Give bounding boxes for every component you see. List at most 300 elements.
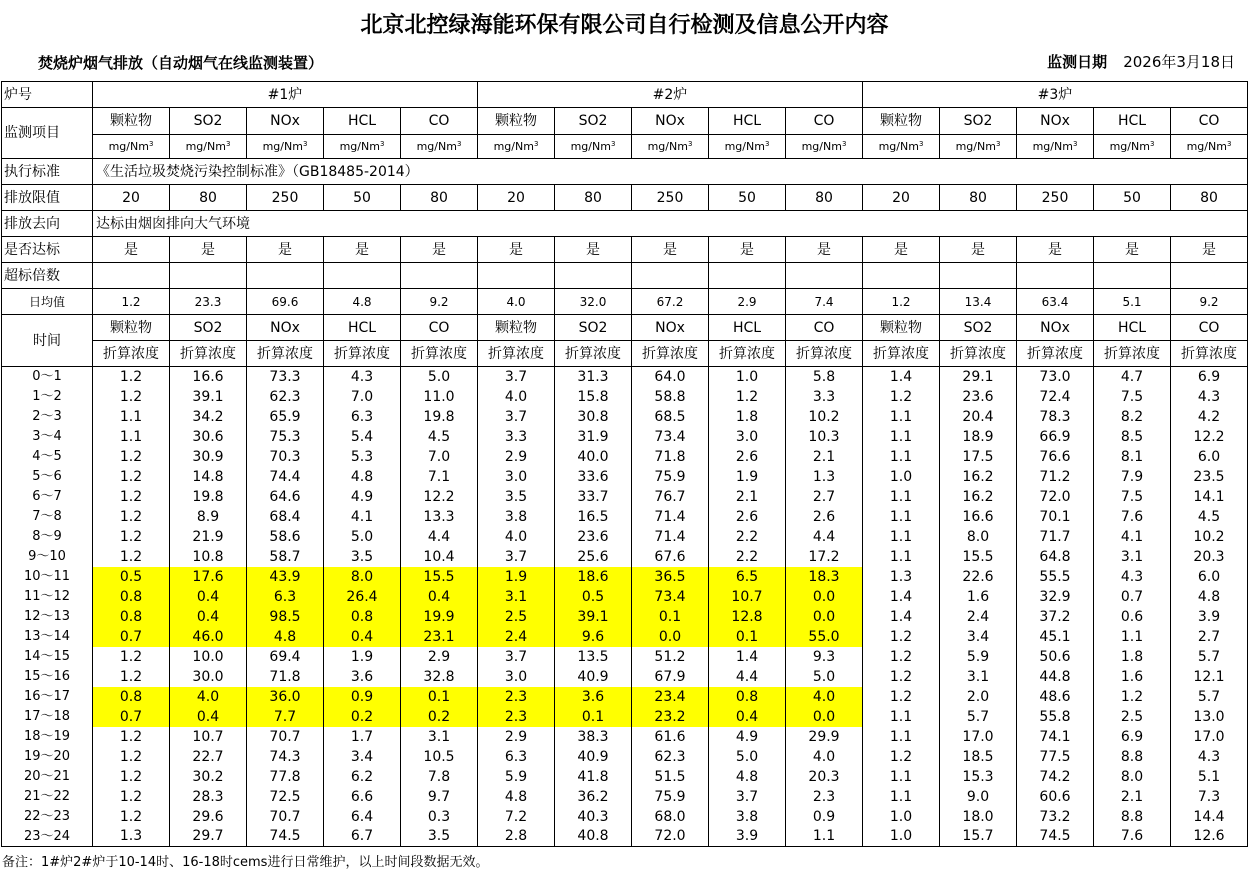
value-cell: 4.8	[1171, 587, 1248, 607]
time-cell: 17～18	[2, 707, 93, 727]
table-row	[2, 607, 1248, 627]
converted-label: 折算浓度	[1017, 341, 1094, 367]
exceed-value	[247, 263, 324, 289]
value-cell: 76.7	[632, 487, 709, 507]
table-row	[2, 707, 1248, 727]
value-cell: 36.2	[555, 787, 632, 807]
unit-text: mg/Nm	[108, 140, 149, 153]
value-cell: 11.0	[401, 387, 478, 407]
unit-superscript: 3	[1149, 140, 1155, 148]
value-cell: 3.5	[478, 487, 555, 507]
value-cell: 1.9	[478, 567, 555, 587]
table-row	[2, 787, 1248, 807]
table-row	[2, 467, 1248, 487]
unit-text: mg/Nm	[647, 140, 688, 153]
table-row	[2, 263, 1248, 289]
value-cell: 10.0	[170, 647, 247, 667]
value-cell: 2.1	[1094, 787, 1171, 807]
value-cell: 64.6	[247, 487, 324, 507]
value-cell: 3.9	[1171, 607, 1248, 627]
limit-value: 50	[709, 185, 786, 211]
value-cell: 1.1	[863, 767, 940, 787]
unit-superscript: 3	[379, 140, 385, 148]
value-cell: 3.6	[324, 667, 401, 687]
value-cell: 70.3	[247, 447, 324, 467]
value-cell: 4.3	[1171, 747, 1248, 767]
value-cell: 0.0	[786, 607, 863, 627]
unit-cell	[632, 135, 709, 159]
value-cell: 23.4	[632, 687, 709, 707]
limit-value: 20	[478, 185, 555, 211]
value-cell: 1.4	[863, 367, 940, 387]
value-cell: 10.2	[786, 407, 863, 427]
value-cell: 0.7	[93, 707, 170, 727]
value-cell: 0.4	[709, 707, 786, 727]
value-cell: 1.1	[863, 407, 940, 427]
value-cell: 77.8	[247, 767, 324, 787]
value-cell: 5.0	[324, 527, 401, 547]
value-cell: 2.2	[709, 547, 786, 567]
value-cell: 18.6	[555, 567, 632, 587]
value-cell: 20.3	[1171, 547, 1248, 567]
unit-text: mg/Nm	[955, 140, 996, 153]
limit-value: 80	[786, 185, 863, 211]
value-cell: 0.4	[401, 587, 478, 607]
value-cell: 16.5	[555, 507, 632, 527]
unit-text: mg/Nm	[878, 140, 919, 153]
value-cell: 62.3	[632, 747, 709, 767]
daily-avg-value: 9.2	[1171, 289, 1248, 315]
exceed-value	[863, 263, 940, 289]
unit-superscript: 3	[687, 140, 693, 148]
value-cell: 1.0	[863, 467, 940, 487]
value-cell: 3.9	[709, 827, 786, 847]
emission-table	[1, 81, 1248, 847]
value-cell: 61.6	[632, 727, 709, 747]
time-cell: 14～15	[2, 647, 93, 667]
value-cell: 23.1	[401, 627, 478, 647]
time-cell: 22～23	[2, 807, 93, 827]
unit-text: mg/Nm	[339, 140, 380, 153]
table-row	[2, 547, 1248, 567]
value-cell: 1.2	[863, 627, 940, 647]
daily-avg-value: 4.8	[324, 289, 401, 315]
value-cell: 98.5	[247, 607, 324, 627]
value-cell: 8.8	[1094, 807, 1171, 827]
value-cell: 4.8	[324, 467, 401, 487]
value-cell: 3.8	[478, 507, 555, 527]
value-cell: 3.0	[478, 467, 555, 487]
value-cell: 1.8	[709, 407, 786, 427]
converted-label: 折算浓度	[709, 341, 786, 367]
value-cell: 1.2	[93, 527, 170, 547]
converted-label: 折算浓度	[170, 341, 247, 367]
unit-text: mg/Nm	[416, 140, 457, 153]
value-cell: 29.7	[170, 827, 247, 847]
value-cell: 2.9	[478, 447, 555, 467]
page-title: 北京北控绿海能环保有限公司自行检测及信息公开内容	[360, 13, 889, 38]
value-cell: 64.0	[632, 367, 709, 387]
item-label: 监测项目	[2, 108, 93, 159]
standard-text: 《生活垃圾焚烧污染控制标准》（GB18485-2014）	[93, 159, 1248, 185]
compliant-value: 是	[478, 237, 555, 263]
value-cell: 40.9	[555, 667, 632, 687]
value-cell: 9.7	[401, 787, 478, 807]
value-cell: 7.1	[401, 467, 478, 487]
value-cell: 8.8	[1094, 747, 1171, 767]
value-cell: 1.1	[93, 407, 170, 427]
value-cell: 6.3	[247, 587, 324, 607]
value-cell: 3.0	[709, 427, 786, 447]
value-cell: 6.7	[324, 827, 401, 847]
value-cell: 18.0	[940, 807, 1017, 827]
value-cell: 3.1	[1094, 547, 1171, 567]
value-cell: 8.9	[170, 507, 247, 527]
value-cell: 4.0	[478, 527, 555, 547]
value-cell: 17.5	[940, 447, 1017, 467]
pollutant-header: CO	[1171, 108, 1248, 135]
time-cell: 13～14	[2, 627, 93, 647]
value-cell: 5.0	[786, 667, 863, 687]
value-cell: 0.2	[324, 707, 401, 727]
value-cell: 69.4	[247, 647, 324, 667]
unit-superscript: 3	[995, 140, 1001, 148]
value-cell: 1.2	[93, 667, 170, 687]
exceed-value	[555, 263, 632, 289]
exceed-value	[940, 263, 1017, 289]
value-cell: 19.9	[401, 607, 478, 627]
limit-value: 20	[93, 185, 170, 211]
value-cell: 78.3	[1017, 407, 1094, 427]
value-cell: 71.4	[632, 527, 709, 547]
value-cell: 51.5	[632, 767, 709, 787]
value-cell: 1.6	[1094, 667, 1171, 687]
value-cell: 4.8	[709, 767, 786, 787]
value-cell: 58.7	[247, 547, 324, 567]
value-cell: 1.6	[940, 587, 1017, 607]
value-cell: 3.4	[324, 747, 401, 767]
value-cell: 36.5	[632, 567, 709, 587]
compliant-value: 是	[786, 237, 863, 263]
destination-text: 达标由烟囱排向大气环境	[93, 211, 1248, 237]
value-cell: 6.0	[1171, 567, 1248, 587]
unit-superscript: 3	[302, 140, 308, 148]
value-cell: 1.2	[863, 647, 940, 667]
value-cell: 70.1	[1017, 507, 1094, 527]
value-cell: 0.1	[632, 607, 709, 627]
date-box	[1047, 51, 1235, 72]
value-cell: 0.9	[324, 687, 401, 707]
table-row	[2, 211, 1248, 237]
value-cell: 2.1	[786, 447, 863, 467]
value-cell: 74.3	[247, 747, 324, 767]
unit-text: mg/Nm	[724, 140, 765, 153]
table-row	[2, 367, 1248, 387]
value-cell: 6.2	[324, 767, 401, 787]
pollutant-header: SO2	[940, 108, 1017, 135]
value-cell: 0.8	[709, 687, 786, 707]
value-cell: 7.0	[401, 447, 478, 467]
value-cell: 1.1	[863, 427, 940, 447]
value-cell: 40.0	[555, 447, 632, 467]
unit-cell	[324, 135, 401, 159]
table-row	[2, 108, 1248, 135]
value-cell: 1.1	[863, 707, 940, 727]
limit-value: 80	[401, 185, 478, 211]
table-row	[2, 447, 1248, 467]
compliant-value: 是	[1017, 237, 1094, 263]
value-cell: 37.2	[1017, 607, 1094, 627]
limit-value: 80	[940, 185, 1017, 211]
compliant-value: 是	[1171, 237, 1248, 263]
compliant-value: 是	[1094, 237, 1171, 263]
value-cell: 4.9	[324, 487, 401, 507]
time-cell: 12～13	[2, 607, 93, 627]
value-cell: 73.4	[632, 427, 709, 447]
value-cell: 2.1	[709, 487, 786, 507]
value-cell: 1.1	[863, 787, 940, 807]
value-cell: 71.7	[1017, 527, 1094, 547]
pollutant-header: CO	[1171, 315, 1248, 341]
unit-text: mg/Nm	[1032, 140, 1073, 153]
value-cell: 7.6	[1094, 827, 1171, 847]
value-cell: 2.9	[478, 727, 555, 747]
value-cell: 20.3	[786, 767, 863, 787]
unit-superscript: 3	[1072, 140, 1078, 148]
time-cell: 4～5	[2, 447, 93, 467]
converted-label: 折算浓度	[786, 341, 863, 367]
value-cell: 0.2	[401, 707, 478, 727]
value-cell: 62.3	[247, 387, 324, 407]
table-row	[2, 427, 1248, 447]
pollutant-header: SO2	[940, 315, 1017, 341]
daily-avg-value: 23.3	[170, 289, 247, 315]
table-row	[2, 507, 1248, 527]
value-cell: 3.3	[478, 427, 555, 447]
value-cell: 7.8	[401, 767, 478, 787]
compliant-value: 是	[247, 237, 324, 263]
compliant-value: 是	[940, 237, 1017, 263]
time-cell: 23～24	[2, 827, 93, 847]
value-cell: 0.0	[786, 587, 863, 607]
daily-avg-value: 9.2	[401, 289, 478, 315]
converted-label: 折算浓度	[478, 341, 555, 367]
value-cell: 1.2	[93, 747, 170, 767]
value-cell: 25.6	[555, 547, 632, 567]
value-cell: 39.1	[170, 387, 247, 407]
destination-label: 排放去向	[2, 211, 93, 237]
value-cell: 9.6	[555, 627, 632, 647]
daily-avg-value: 1.2	[93, 289, 170, 315]
pollutant-header: 颗粒物	[478, 315, 555, 341]
compliant-value: 是	[555, 237, 632, 263]
value-cell: 10.8	[170, 547, 247, 567]
value-cell: 65.9	[247, 407, 324, 427]
unit-superscript: 3	[841, 140, 847, 148]
value-cell: 73.3	[247, 367, 324, 387]
table-row	[2, 82, 1248, 108]
limit-value: 250	[247, 185, 324, 211]
limit-value: 80	[170, 185, 247, 211]
value-cell: 2.2	[709, 527, 786, 547]
value-cell: 2.3	[478, 687, 555, 707]
unit-cell	[786, 135, 863, 159]
table-row	[2, 289, 1248, 315]
value-cell: 29.9	[786, 727, 863, 747]
value-cell: 2.0	[940, 687, 1017, 707]
converted-label: 折算浓度	[401, 341, 478, 367]
value-cell: 4.1	[1094, 527, 1171, 547]
exceed-value	[401, 263, 478, 289]
value-cell: 1.2	[709, 387, 786, 407]
value-cell: 12.1	[1171, 667, 1248, 687]
value-cell: 1.2	[93, 547, 170, 567]
value-cell: 0.8	[93, 607, 170, 627]
pollutant-header: CO	[401, 315, 478, 341]
value-cell: 75.3	[247, 427, 324, 447]
value-cell: 0.4	[170, 587, 247, 607]
time-label: 时间	[2, 315, 93, 367]
limit-value: 250	[632, 185, 709, 211]
value-cell: 48.6	[1017, 687, 1094, 707]
value-cell: 7.6	[1094, 507, 1171, 527]
value-cell: 36.0	[247, 687, 324, 707]
value-cell: 10.7	[709, 587, 786, 607]
value-cell: 7.3	[1171, 787, 1248, 807]
value-cell: 7.2	[478, 807, 555, 827]
table-row	[2, 667, 1248, 687]
exceed-value	[93, 263, 170, 289]
value-cell: 40.3	[555, 807, 632, 827]
value-cell: 34.2	[170, 407, 247, 427]
value-cell: 5.3	[324, 447, 401, 467]
value-cell: 16.2	[940, 467, 1017, 487]
daily-avg-value: 63.4	[1017, 289, 1094, 315]
value-cell: 1.1	[1094, 627, 1171, 647]
daily-avg-value: 67.2	[632, 289, 709, 315]
time-cell: 0～1	[2, 367, 93, 387]
exceed-value	[324, 263, 401, 289]
value-cell: 18.5	[940, 747, 1017, 767]
unit-superscript: 3	[918, 140, 924, 148]
value-cell: 28.3	[170, 787, 247, 807]
converted-label: 折算浓度	[247, 341, 324, 367]
exceed-value	[786, 263, 863, 289]
unit-text: mg/Nm	[570, 140, 611, 153]
value-cell: 8.1	[1094, 447, 1171, 467]
table-row	[2, 627, 1248, 647]
value-cell: 1.2	[93, 507, 170, 527]
value-cell: 2.8	[478, 827, 555, 847]
date-label: 监测日期	[1047, 53, 1108, 71]
value-cell: 64.8	[1017, 547, 1094, 567]
time-cell: 20～21	[2, 767, 93, 787]
value-cell: 72.4	[1017, 387, 1094, 407]
value-cell: 6.9	[1171, 367, 1248, 387]
furnace-header: #2炉	[478, 82, 863, 108]
exceed-value	[709, 263, 786, 289]
value-cell: 7.7	[247, 707, 324, 727]
value-cell: 74.4	[247, 467, 324, 487]
value-cell: 1.4	[709, 647, 786, 667]
value-cell: 1.2	[93, 487, 170, 507]
pollutant-header: 颗粒物	[93, 108, 170, 135]
value-cell: 4.8	[478, 787, 555, 807]
value-cell: 32.9	[1017, 587, 1094, 607]
value-cell: 4.3	[324, 367, 401, 387]
value-cell: 2.4	[478, 627, 555, 647]
value-cell: 1.2	[93, 767, 170, 787]
value-cell: 0.8	[93, 687, 170, 707]
value-cell: 8.0	[940, 527, 1017, 547]
value-cell: 12.2	[401, 487, 478, 507]
table-row	[2, 185, 1248, 211]
value-cell: 60.6	[1017, 787, 1094, 807]
table-row	[2, 387, 1248, 407]
value-cell: 10.3	[786, 427, 863, 447]
value-cell: 76.6	[1017, 447, 1094, 467]
value-cell: 1.2	[93, 787, 170, 807]
value-cell: 70.7	[247, 807, 324, 827]
value-cell: 0.6	[1094, 607, 1171, 627]
value-cell: 1.2	[863, 687, 940, 707]
value-cell: 5.1	[1171, 767, 1248, 787]
furnace-header: #1炉	[93, 82, 478, 108]
value-cell: 5.0	[401, 367, 478, 387]
value-cell: 3.5	[324, 547, 401, 567]
value-cell: 19.8	[401, 407, 478, 427]
value-cell: 6.3	[324, 407, 401, 427]
value-cell: 40.9	[555, 747, 632, 767]
value-cell: 67.6	[632, 547, 709, 567]
value-cell: 1.0	[863, 827, 940, 847]
limit-label: 排放限值	[2, 185, 93, 211]
value-cell: 1.4	[863, 587, 940, 607]
table-row	[2, 407, 1248, 427]
value-cell: 15.5	[401, 567, 478, 587]
pollutant-header: SO2	[170, 108, 247, 135]
value-cell: 1.7	[324, 727, 401, 747]
value-cell: 1.2	[1094, 687, 1171, 707]
pollutant-header: SO2	[555, 315, 632, 341]
value-cell: 4.0	[478, 387, 555, 407]
standard-label: 执行标准	[2, 159, 93, 185]
value-cell: 1.3	[786, 467, 863, 487]
unit-text: mg/Nm	[262, 140, 303, 153]
compliant-value: 是	[170, 237, 247, 263]
unit-cell	[555, 135, 632, 159]
value-cell: 17.0	[940, 727, 1017, 747]
value-cell: 1.1	[863, 507, 940, 527]
value-cell: 23.5	[1171, 467, 1248, 487]
daily-avg-value: 5.1	[1094, 289, 1171, 315]
value-cell: 73.0	[1017, 367, 1094, 387]
value-cell: 10.2	[1171, 527, 1248, 547]
value-cell: 55.0	[786, 627, 863, 647]
value-cell: 1.1	[863, 487, 940, 507]
value-cell: 2.3	[478, 707, 555, 727]
value-cell: 16.6	[170, 367, 247, 387]
unit-cell	[478, 135, 555, 159]
value-cell: 1.2	[93, 467, 170, 487]
value-cell: 0.4	[170, 707, 247, 727]
value-cell: 51.2	[632, 647, 709, 667]
unit-cell	[1094, 135, 1171, 159]
value-cell: 4.5	[1171, 507, 1248, 527]
table-row	[2, 647, 1248, 667]
value-cell: 72.5	[247, 787, 324, 807]
value-cell: 1.0	[709, 367, 786, 387]
